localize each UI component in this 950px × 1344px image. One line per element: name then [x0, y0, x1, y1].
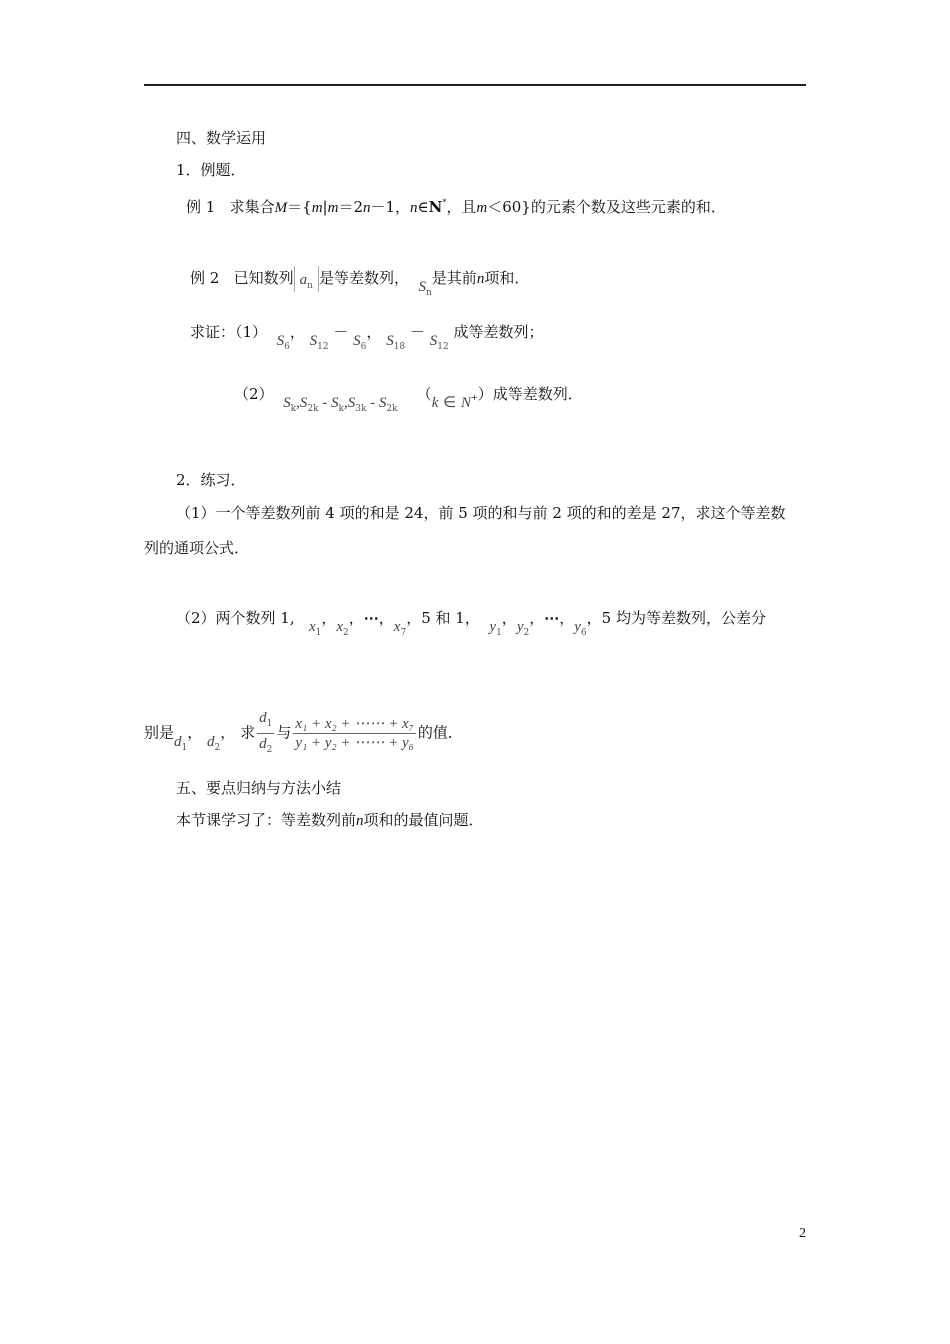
proof-part-2: （2） $S_k,S_{2k} - S_k,S_{3k} - S_{2k}$ （k ∈ N+）成等差数列． [234, 385, 583, 414]
fraction-d1-d2: $\frac{d_1}{d_2}$ [259, 710, 273, 755]
header-rule [144, 84, 806, 86]
examples-heading: 1．例题． [176, 161, 246, 179]
example-2: 例 2 已知数列 $a_n$ 是等差数列， $S_n$是其前n项和． [190, 266, 529, 295]
proof-part-1: 求证：（1） $S_6$， $S_{12} - S_6$， $S_{18} - S_{12}$ 成等差数列； [190, 323, 544, 352]
practice-2-line-1: （2）两个数列 1, $x_1$，$x_2$，⋯，$x_7$，5 和 1， $y_1$，$y_2$，⋯，$y_6$，5 均为等差数列，公差分 [176, 609, 766, 638]
example-1-label: 例 1 [186, 198, 216, 216]
section5-heading: 五、要点归纳与方法小结 [176, 779, 342, 797]
practice-2-line-2: 别是$d_1$， $d_2$， 求 $\frac{d_1}{d_2}$ 与 $\frac{\text{x₁ + x₂ + ⋯⋯ + x₇}}{\text{y₁ + y₂ + ⋯⋯ + y₆}}$ 的值． [144, 708, 463, 759]
practice-1-line-1: （1）一个等差数列前 4 项的和是 24，前 5 项的和与前 2 项的和的差是 27，求这个等差数 [176, 504, 786, 522]
fraction-sum-x-over-sum-y: $\frac{\text{x₁ + x₂ + ⋯⋯ + x₇}}{\text{y₁ + y₂ + ⋯⋯ + y₆}}$ [295, 716, 414, 751]
page-number: 2 [799, 1226, 806, 1241]
practice-heading: 2．练习． [176, 471, 246, 489]
example-2-label: 例 2 [190, 269, 220, 287]
section5-summary: 本节课学习了：等差数列前n项和的最值问题． [176, 811, 484, 829]
sequence-an: $a_n$ [294, 266, 319, 292]
example-1: 例 1 求集合M＝{m|m＝2n－1，n∈N*，且m＜60}的元素个数及这些元素的和． [186, 198, 726, 216]
practice-1-line-2: 列的通项公式． [144, 539, 250, 557]
section4-heading: 四、数学运用 [176, 129, 267, 147]
